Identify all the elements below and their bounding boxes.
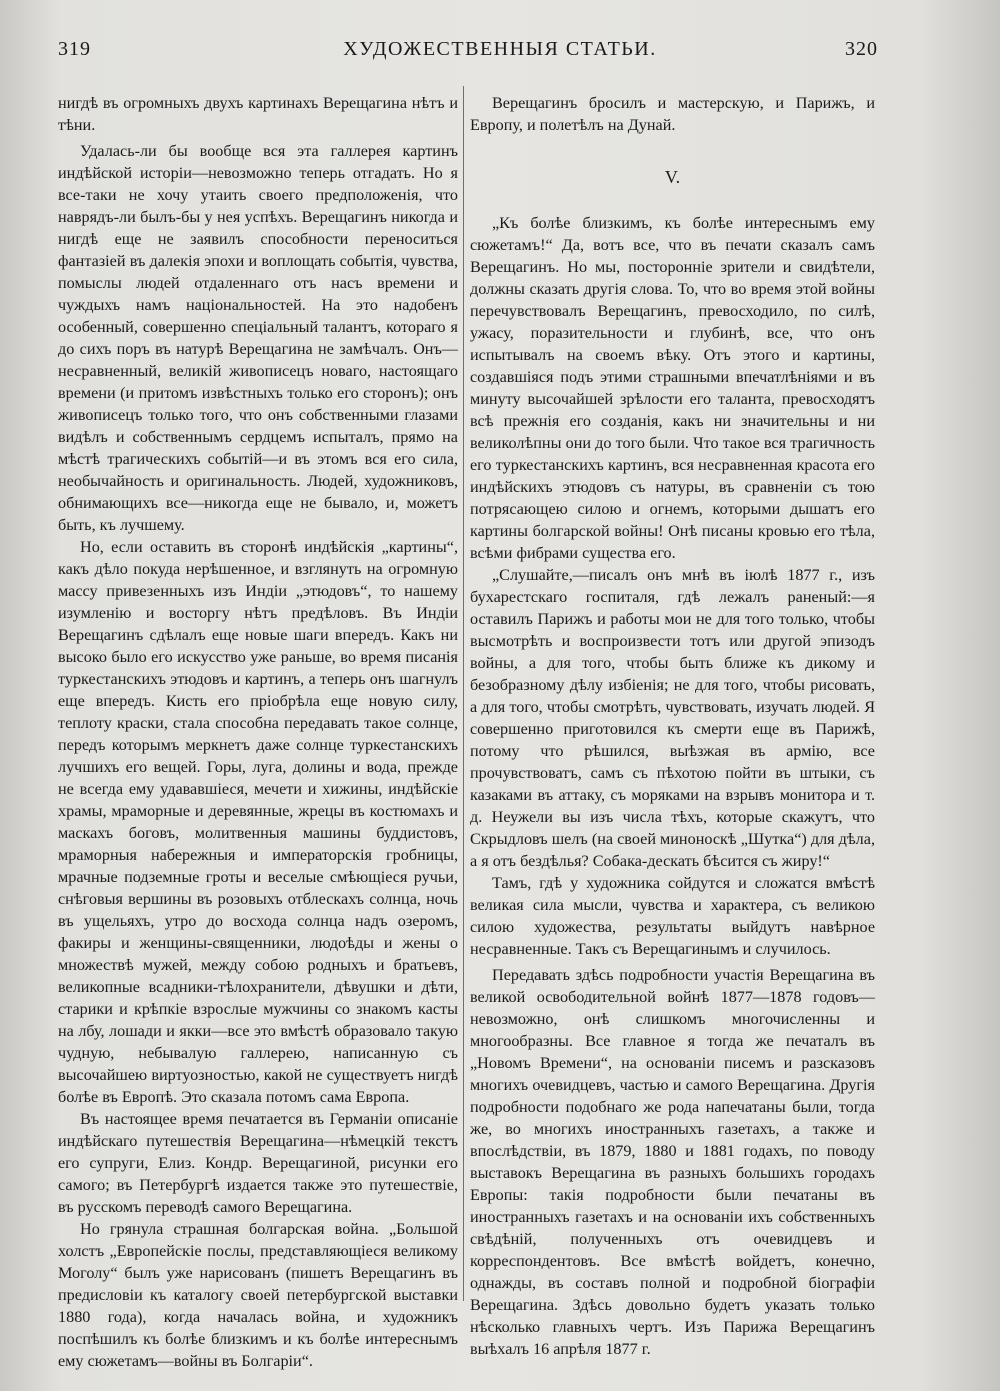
paragraph: Но, если оставить въ сторонѣ индѣйскія „картины“, какъ дѣло покуда нерѣшенное, и взглянуть на огромную массу привезенныхъ изъ Индіи „этюдовъ“, то нашему изумленію и восторгу нѣтъ предѣловъ. Въ Индіи Верещагинъ сдѣлалъ еще новые шаги впередъ. Какъ ни высоко было его искусство уже раньше, во время писанія туркестанскихъ этюдовъ и картинъ, а теперь онъ шагнулъ еще впередъ. Кисть его пріобрѣла еще новую силу, теплоту краски, стала способна передавать такое солнце, передъ которымъ меркнетъ даже солнце туркестанскихъ лучшихъ его вещей. Горы, луга, долины и вода, прежде не всегда ему удававшіеся, мечети и хижины, индѣйскіе храмы, мраморные и деревянные, жрецы въ костюмахъ и маскахъ боговъ, молитвенныя машины буддистовъ, мраморныя набережныя и императорскія гробницы, мрачные подземные гроты и веселые смѣющіеся ручьи, снѣговыя вершины въ розовыхъ отблескахъ солнца, ночь въ ущельяхъ, утро до восхода солнца надъ озеромъ, факиры и женщины-священники, людоѣды и жены о множествѣ мужей, между собою родныхъ и братьевъ, великопные всадники-тѣлохранители, дѣвушки и дѣти, старики и крѣпкіе взрослые мужчины со знакомъ касты на лбу, лошади и якки—все это вмѣстѣ образовало такую чудную, небывалую галлерею, написанную съ высочайшею виртуозностью, какой не существуетъ нигдѣ болѣе въ Европѣ. Это сказала потомъ сама Европа.: [58, 538, 458, 1106]
left-column: [58, 92, 458, 1372]
column-divider: [463, 86, 464, 1301]
paragraph: Но грянула страшная болгарская война. „Большой холстъ „Европейскіе послы, представляющіеся великому Моголу“ былъ уже нарисованъ (пишетъ Верещагинъ въ предисловіи къ каталогу своей петербургской выставки 1880 года), когда началась война, и художникъ поспѣшилъ къ болѣе близкимъ и къ болѣе интереснымъ ему сюжетамъ—войны въ Болгаріи“.: [58, 1220, 458, 1370]
paragraph: „Къ болѣе близкимъ, къ болѣе интереснымъ ему сюжетамъ!“ Да, вотъ все, что въ печати сказалъ самъ Верещагинъ. Но мы, посторонніе зрители и свидѣтели, должны сказать другія слова. То, что во время этой войны перечувствовалъ Верещагинъ, превосходило, по силѣ, ужасу, поразительности и глубинѣ, все, что онъ испытывалъ на своемъ вѣку. Отъ этого и картины, создавшіяся подъ этими страшными впечатлѣніями и въ минуту высочайшей зрѣлости его таланта, превосходятъ всѣ прежнія его созданія, какъ ни значительны и ни великолѣпны они до того были. Что такое вся трагичность его туркестанскихъ картинъ, вся несравненная красота его индѣйскихъ этюдовъ съ натуры, въ сравненіи съ тою потрясающею силою и огнемъ, которыми дышатъ его картины болгарской войны! Онѣ писаны кровью его тѣла, всѣми фибрами существа его.: [470, 214, 875, 562]
page-number-right: 320: [845, 38, 878, 60]
paragraph: Верещагинъ бросилъ и мастерскую, и Парижъ, и Европу, и полетѣлъ на Дунай.: [470, 94, 875, 134]
right-column: [470, 92, 875, 1360]
paragraph: нигдѣ въ огромныхъ двухъ картинахъ Верещагина нѣтъ и тѣни.: [58, 94, 458, 134]
paragraph: Удалась-ли бы вообще вся эта галлерея картинъ индѣйской исторіи—невозможно теперь отгадать. Но я все-таки не хочу утаить своего предположенія, что наврядъ-ли былъ-бы у нея успѣхъ. Верещагинъ никогда и нигдѣ еще не заявилъ способности переноситься фантазіей въ далекія эпохи и воплощать событія, чувства, помыслы людей отдаленнаго отъ насъ времени и чуждыхъ намъ національностей. На это надобенъ особенный, совершенно спеціальный талантъ, котораго я до сихъ поръ въ натурѣ Верещагина не замѣчалъ. Онъ—несравненный, великій живописецъ новаго, настоящаго времени (и притомъ извѣстныхъ только его сторонъ); онъ живописецъ только того, что онъ собственными глазами видѣлъ и собственнымъ сердцемъ испыталъ, прямо на мѣстѣ трагическихъ событій—и въ этомъ вся его сила, необычайность и оригинальность. Людей, художниковъ, обнимающихъ все—никогда еще не бывало, и, можетъ быть, къ лучшему.: [58, 142, 458, 534]
paragraph: Тамъ, гдѣ у художника сойдутся и сложатся вмѣстѣ великая сила мысли, чувства и характера, съ великою силою художества, результаты выйдутъ навѣрное несравненные. Такъ съ Верещагинымъ и случилось.: [470, 874, 875, 958]
running-header: [0, 30, 1000, 70]
section-heading: V.: [664, 167, 681, 187]
paragraph: „Слушайте,—писалъ онъ мнѣ въ іюлѣ 1877 г., изъ бухарестскаго госпиталя, гдѣ лежалъ раненый:—я оставилъ Парижъ и работы мои не для того только, чтобы высмотрѣть и воспроизвести тотъ или другой эпизодъ войны, а для того, чтобы быть ближе къ дикому и безобразному дѣлу избіенія; не для того, чтобы рисовать, а для того, чтобы смотрѣть, чувствовать, изучать людей. Я совершенно приготовился къ смерти еще въ Парижѣ, потому что рѣшился, выѣзжая въ армію, все прочувствоватъ, самъ съ пѣхотою пойти въ штыки, съ казаками въ аттаку, съ моряками на взрывъ монитора и т. д. Неужели вы изъ числа тѣхъ, которые скажутъ, что Скрыдловъ шелъ (на своей миноноскѣ „Шутка“) для дѣла, а я отъ бездѣлья? Собака-дескать бѣсится съ жиру!“: [470, 566, 875, 870]
running-title: ХУДОЖЕСТВЕННЫЯ СТАТЬИ.: [343, 38, 657, 60]
paragraph: Передавать здѣсь подробности участія Верещагина въ великой освободительной войнѣ 1877—1878 годовъ—невозможно, онѣ слишкомъ многочисленны и многообразны. Все главное я тогда же печаталъ въ „Новомъ Времени“, на основаніи писемъ и разсказовъ многихъ очевидцевъ, частью и самого Верещагина. Другія подробности подобнаго же рода напечатаны были, тогда же, во многихъ иностранныхъ газетахъ, а также и впослѣдствіи, въ 1879, 1880 и 1881 годахъ, по поводу выставокъ Верещагина въ разныхъ большихъ городахъ Европы: такія подробности были печатаны въ иностранныхъ газетахъ и на основаніи ихъ собственныхъ свѣдѣній, полученныхъ отъ очевидцевъ и корреспондентовъ. Все вмѣстѣ войдетъ, конечно, однажды, въ составъ полной и подробной біографіи Верещагина. Здѣсь довольно будетъ указать только нѣсколько главныхъ чертъ. Изъ Парижа Верещагинъ выѣхалъ 16 апрѣля 1877 г.: [470, 966, 875, 1358]
page-number-left: 319: [58, 38, 91, 60]
paragraph: Въ настоящее время печатается въ Германіи описаніе индѣйскаго путешествія Верещагина—нѣмецкій текстъ его супруги, Елиз. Кондр. Верещагиной, рисунки его самого; въ Петербургѣ издается также это путешествіе, въ русскомъ переводѣ самого Верещагина.: [58, 1110, 458, 1216]
